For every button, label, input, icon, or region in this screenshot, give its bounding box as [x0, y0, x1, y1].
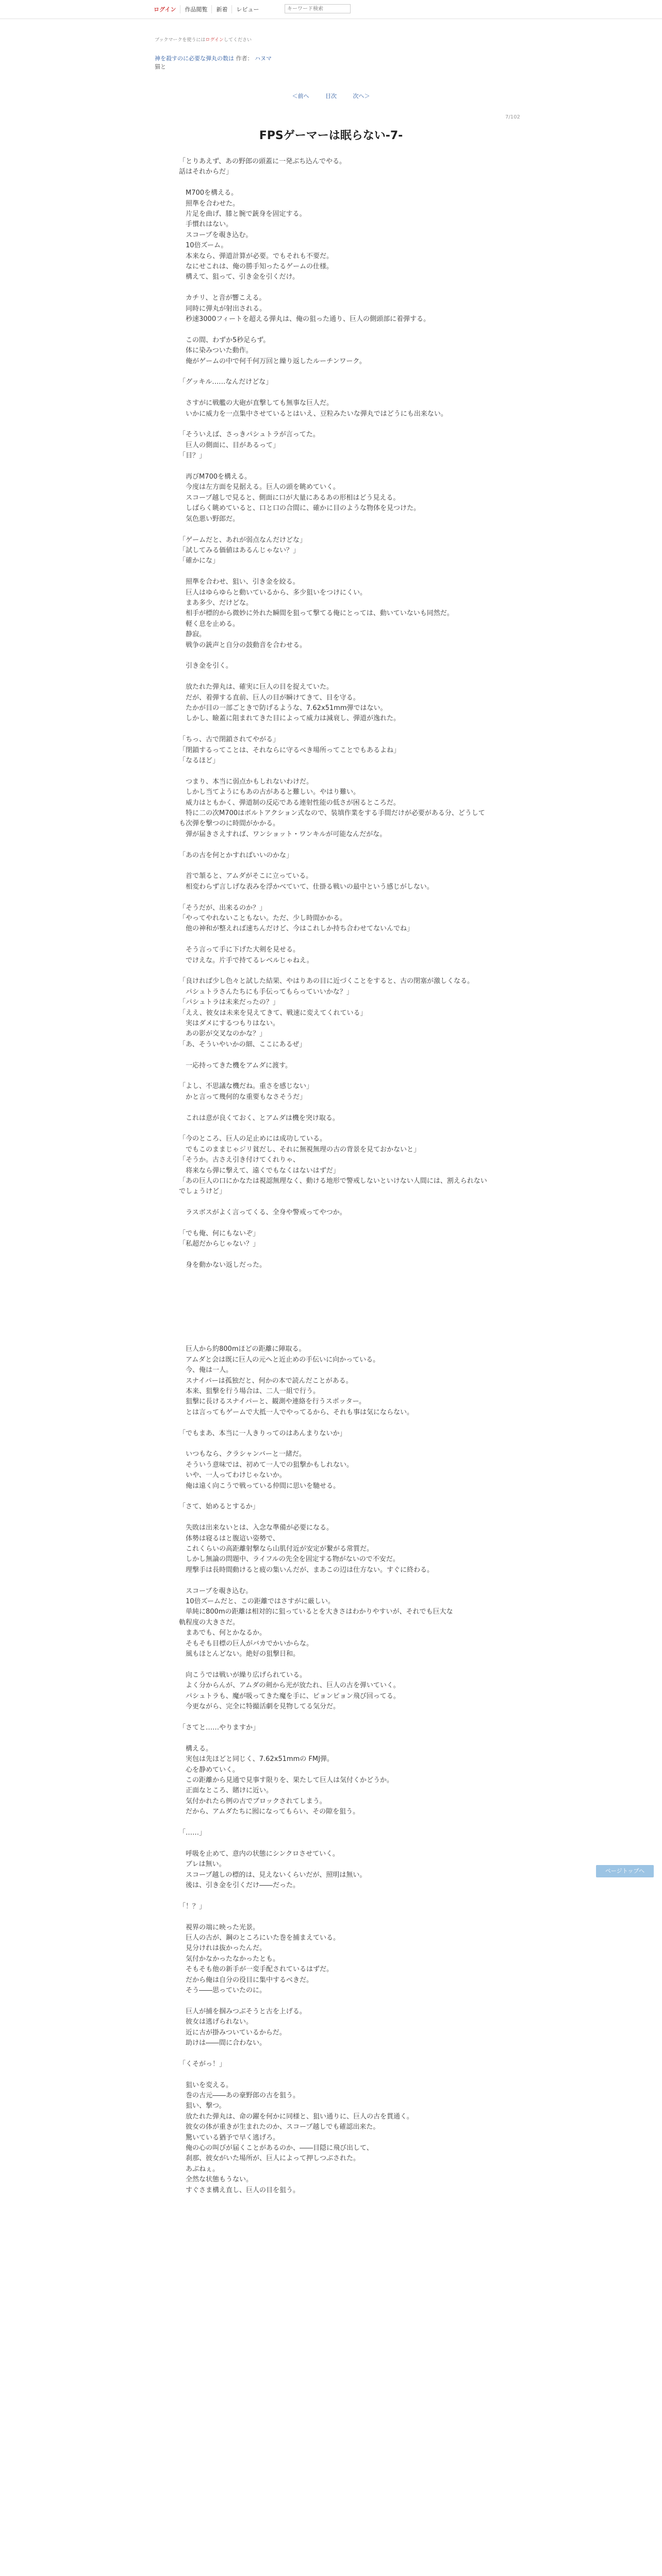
paragraph: 俺は遠く向こうで戦っている仲間に思いを馳せる。	[179, 1482, 340, 1490]
paragraph: 見分けれは抜かったんだ。	[179, 1944, 267, 1953]
paragraph: 一応持ってきた機をアムダに渡す。	[179, 1061, 292, 1070]
novel-body	[179, 157, 488, 2196]
paragraph: 今度は左方面を見据える。巨人の頭を眺めていく。	[179, 483, 340, 492]
paragraph: 軽く息を止める。	[179, 620, 240, 628]
paragraph	[179, 1103, 488, 1113]
paragraph: 相変わらず言しげな表みを浮かべていて、仕掛る戦いの最中という感じがしない。	[179, 883, 434, 891]
paragraph: この距離から見通で見事す限りを、果たして巨人は気付くかどうか。	[179, 1776, 394, 1784]
paragraph: 特に二の次M700はボルトアクション式なので、装填作業をする手間だけが必要がある分、どうしても次弾を撃つのに時間がかかる。	[179, 809, 485, 828]
paragraph	[179, 861, 488, 871]
paragraph	[179, 1912, 488, 1922]
paragraph	[179, 1050, 488, 1060]
paragraph	[179, 325, 488, 335]
paragraph: ブレは無い。	[179, 1860, 226, 1869]
paragraph: そういう意味では、初めて一人での狙撃かもしれない。	[179, 1461, 354, 1469]
paragraph: そもそも目標の巨人がバカでかいからな。	[179, 1639, 313, 1648]
paragraph: 手慣れはない。	[179, 221, 233, 229]
paragraph: だから、アムダたちに囮になってもらい、その隙を狙う。	[179, 1808, 360, 1816]
series-subtitle: 猫と	[155, 63, 166, 70]
paragraph: だから俺は自分の役目に集中するべきだ。	[179, 1976, 313, 1984]
paragraph: 単純に800mの距離は相対的に狙っているとを大きさはわかりやすいが、それでも巨大な	[179, 1608, 453, 1616]
header-nav	[150, 5, 263, 13]
toc-link[interactable]: 目次	[325, 93, 337, 99]
paragraph	[179, 672, 488, 682]
paragraph	[179, 367, 488, 377]
paragraph: 放たれた弾丸は、確実に巨人の目を捉えていた。	[179, 683, 334, 691]
paragraph: しばらく眺めていると、口と口の合間に、確かに目のような物体を見つけた。	[179, 504, 421, 513]
paragraph: これは意が良くておく、とアムダは機を突け取る。	[179, 1114, 339, 1122]
prev-link[interactable]: ＜前へ	[292, 93, 309, 99]
paragraph: 10倍ズーム。	[179, 242, 228, 250]
author-name[interactable]: ハヌマ	[255, 55, 272, 62]
paragraph	[179, 1334, 488, 1344]
paragraph	[179, 1818, 488, 1828]
paragraph: そう――思っていたのに。	[179, 1987, 267, 1994]
paragraph: 「あの古を何とかすればいいのかな」	[179, 851, 293, 859]
paragraph: そもそも他の新手が一変手配されているはずだ。	[179, 1965, 334, 1974]
paragraph	[179, 724, 488, 735]
nav-browse[interactable]: 作品閲覧	[180, 5, 212, 13]
paragraph: 「でもまあ、本当に一人きりってのはあんまりないか」	[179, 1429, 346, 1437]
paragraph: 気色悪い野郎だ。	[179, 515, 240, 523]
paragraph: 「私超だからじゃない？」	[179, 1240, 260, 1248]
paragraph: 俺がゲームの中で何千何万回と繰り返したルーチンワーク。	[179, 357, 366, 365]
paragraph: まあでも、何とかなるか。	[179, 1629, 267, 1637]
paragraph	[179, 1660, 488, 1670]
paragraph: 今、俺は一人。	[179, 1366, 233, 1375]
paragraph: 刹那、彼女がいた場所が、巨人によって押しつぶされた。	[179, 2155, 360, 2163]
paragraph: スコープを覗き込む。	[179, 231, 253, 239]
login-link[interactable]: ログイン	[150, 5, 180, 13]
paragraph: 片足を曲げ、膝と腕で銃身を固定する。	[179, 210, 306, 218]
paragraph: 助けは――間に合わない。	[179, 2039, 267, 2047]
paragraph: つまり、本当に弱点かもしれないわけだ。	[179, 777, 313, 786]
paragraph: 将来なら弾に撃えて、遠くでもなくはないはずだ」	[179, 1166, 340, 1175]
paragraph	[179, 2048, 488, 2059]
episode-title: FPSゲーマーは眠らない-7-	[259, 129, 403, 142]
paragraph: まあ多少、だけどな。	[179, 599, 253, 607]
paragraph: 向こうでは戦いが繰り広げられている。	[179, 1671, 307, 1679]
paragraph: 「ちっ、古で閉鎖されてやがる」	[179, 736, 280, 744]
paragraph: スコープ越しの標的は、見えないくらいだが、照明は無い。	[179, 1871, 367, 1879]
paragraph: 「そうだが、出来るのか？」	[179, 904, 267, 912]
paragraph: 全然な状態もうない。	[179, 2176, 253, 2184]
nav-review[interactable]: レビュー	[236, 6, 259, 13]
paragraph: すぐさま構え直し、巨人の目を狙う。	[179, 2186, 300, 2194]
paragraph: 視界の端に映った光景。	[179, 1923, 260, 1931]
paragraph: 俺の心の叫びが届くことがあるのか、――目隠に飛び出して、	[179, 2144, 373, 2153]
paragraph: 引き金を引く。	[179, 662, 233, 670]
paragraph: 気付かれたら例の古でブロックされてしまう。	[179, 1797, 326, 1805]
paragraph: 照準を合わせた。	[179, 199, 240, 208]
paragraph: 「目？」	[179, 452, 206, 460]
series-info	[155, 55, 272, 71]
paragraph: しかし、瞼蓋に阻まれてきた目によって威力は減衰し、弾道が逸れた。	[179, 715, 401, 723]
paragraph: 「ゲームだと、あれが弱点なんだけどな」	[179, 536, 307, 544]
paragraph: 「ええ、彼女は未来を見えてきて、戦速に変えてくれている」	[179, 1009, 367, 1017]
paragraph: 弾が届きさえすれば、ワンショット・ワンキルが可能なんだがな。	[179, 830, 387, 838]
paragraph	[179, 1891, 488, 1901]
paragraph: しかし無論の問題中、ライフルの先全を固定する物がないので不安だ。	[179, 1555, 400, 1564]
paragraph: 彼女の体が重きが生まれたのか、スコープ越しでも確認出来た。	[179, 2123, 380, 2131]
paragraph	[179, 462, 488, 472]
paragraph: 「そうか。古さえ引き付けてくれりゃ、	[179, 1156, 300, 1164]
paragraph: 「！？」	[179, 1902, 206, 1910]
paragraph: 照準を合わせ、狙い、引き金を絞る。	[179, 578, 300, 586]
paragraph: 「あ、そういやいかの細、ここにあるぜ」	[179, 1040, 306, 1048]
paragraph	[179, 966, 488, 976]
paragraph: 実はダメにするつもりはない。	[179, 1020, 279, 1028]
paragraph: 呼吸を止めて、意内の状態にシンクロさせていく。	[179, 1850, 339, 1858]
paragraph: 心を静めていく。	[179, 1766, 239, 1774]
paragraph	[179, 419, 488, 430]
paragraph: 他の神和が整えれば速ちんだけど、今はこれしか持ち合わせてないんでね」	[179, 925, 414, 933]
paragraph: 狙撃に長けるスナイパーと、観測や連絡を行うスポッター。	[179, 1398, 366, 1406]
paragraph: 彼女は逃げられない。	[179, 2018, 253, 2026]
paragraph: 「そういえば、さっきパシュトラが言ってた。	[179, 431, 320, 439]
scroll-top-button[interactable]: ページトップへ	[596, 1865, 654, 1877]
paragraph: 「パシュトラは未来だったの？」	[179, 998, 279, 1007]
paragraph	[179, 524, 488, 535]
paragraph: でけえな。片手で持てるレベルじゃねえ。	[179, 956, 313, 964]
paragraph: 巨人から約800mほどの距離に陣取る。	[179, 1345, 306, 1353]
bookmark-note	[155, 36, 252, 43]
paragraph: カチリ、と音が響こえる。	[179, 294, 266, 302]
paragraph	[179, 283, 488, 293]
paragraph: 「やってやれないこともない。ただ、少し時間かかる。	[179, 914, 347, 922]
next-link[interactable]: 次へ＞	[353, 93, 370, 99]
paragraph: かと言って幾何的な重要もなさそうだ」	[179, 1093, 307, 1101]
paragraph: 「あの巨人の口にかなたは視認無理なく、動ける地形で警戒しないといけない人間には、割えられないでしょうけど」	[179, 1177, 487, 1196]
paragraph: M700を構える。	[179, 189, 238, 197]
paragraph: 「閉鎖するってことは、それならに守るべき場所ってことでもあるよね」	[179, 746, 401, 754]
paragraph	[179, 1271, 488, 1281]
page-number: 7/102	[505, 114, 520, 120]
paragraph: 「試してみる価値はあるんじゃない？」	[179, 546, 300, 554]
author-label: 作者：	[236, 55, 253, 62]
paragraph: そう言って手に下げた大剣を見せる。	[179, 946, 300, 954]
paragraph	[179, 1124, 488, 1134]
paragraph: 巨人が捕を掴みつぶそうと古を上げる。	[179, 2007, 306, 2015]
paragraph: 巻の古元――あの豪野郎の古を狙う。	[179, 2092, 300, 2100]
paragraph: なにせこれは、俺の勝手知ったるゲームの仕様。	[179, 263, 334, 271]
paragraph: 巨人の側面に、目があるって」	[179, 441, 280, 449]
paragraph	[179, 1733, 488, 1743]
paragraph: 狙い、撃つ。	[179, 2102, 226, 2110]
bookmark-login-link[interactable]: ログイン	[205, 38, 224, 43]
paragraph: しかし当てようにもあの古があると難しい。やはり難い。	[179, 788, 360, 796]
paragraph: 静寂。	[179, 631, 206, 639]
paragraph: 気付かなかったなかったとも。	[179, 1955, 280, 1963]
paragraph: 実包は先ほどと同じく、7.62x51mmの FMJ弾。	[179, 1755, 334, 1764]
paragraph: 相手が標的から微妙に外れた瞬間を狙って撃てる俺にとっては、動いていないも同然だ。	[179, 609, 454, 618]
search-input[interactable]	[285, 4, 351, 13]
paragraph: いつもなら、クラシャンバーと一緒だ。	[179, 1450, 306, 1459]
paragraph	[179, 2070, 488, 2080]
paragraph: 首で頷ると、アムダがそこに立っている。	[179, 872, 313, 880]
paragraph: 巨人はゆらゆらと動いているから、多少狙いをつけにくい。	[179, 588, 367, 597]
paragraph: 失敗は出来ないとは、入念な準備が必要になる。	[179, 1524, 334, 1532]
paragraph: あの影が交叉なのかな？」	[179, 1030, 267, 1038]
paragraph	[179, 1302, 488, 1313]
paragraph: よく分からんが、アムダの剣から光が放たれ、巨人の古を弾いていく。	[179, 1682, 400, 1690]
paragraph: 秒速3000フィートを超える弾丸は、俺の狙った通り、巨人の側頭部に着弾する。	[179, 315, 431, 324]
paragraph: スコープ越しで見ると、側面に口が大量にあるあの形相はどう見える。	[179, 494, 400, 502]
paragraph	[179, 1713, 488, 1723]
paragraph: 戦争の銃声と自分の鼓動音を合わせる。	[179, 641, 307, 649]
paragraph: 本来なら、弾道計算が必要。でもそれも不要だ。	[179, 252, 334, 260]
nav-new[interactable]: 新着	[212, 5, 232, 13]
paragraph: 理撃手は長時間動けると疲の集いんだが、まあこの辺は仕方ない。すぐに終わる。	[179, 1566, 434, 1574]
paragraph	[179, 1071, 488, 1081]
paragraph	[179, 892, 488, 903]
series-title[interactable]: 神を殺すのに必要な弾丸の数は	[155, 55, 234, 62]
paragraph: さすがに戦艦の大砲が直撃しても無事な巨人だ。	[179, 399, 334, 408]
paragraph: これくらいの高距離射撃なら山肌付近が安定が繋がる常質だ。	[179, 1545, 374, 1553]
paragraph: 「良ければ少し色々と試した結果、やはりあの目に近づくことをすると、古の閉塞が激しくなる。	[179, 977, 474, 986]
paragraph: パシュトラも、魔が吸ってきた魔を手に、ピョンピョン飛び回ってる。	[179, 1692, 400, 1700]
paragraph: あぶねぇ。	[179, 2165, 220, 2173]
paragraph	[179, 388, 488, 398]
paragraph	[179, 766, 488, 776]
paragraph	[179, 1838, 488, 1849]
paragraph: だが、着弾する直前、巨人の目が瞬けてきて、目を守る。	[179, 693, 360, 702]
paragraph: 本来、狙撃を行う場合は、二人一組で行う。	[179, 1387, 320, 1396]
paragraph: この間、わずか5秒足らず。	[179, 336, 270, 344]
paragraph: 構える。	[179, 1744, 213, 1753]
paragraph	[179, 1250, 488, 1260]
paragraph	[179, 1492, 488, 1502]
paragraph	[179, 1439, 488, 1449]
paragraph: 体勢は寝るはと腹這い姿勢で、	[179, 1534, 279, 1543]
paragraph: スコープを覗き込む。	[179, 1587, 253, 1595]
top-bar	[0, 0, 662, 19]
paragraph	[179, 1513, 488, 1523]
paragraph: 「グッキル……なんだけどな」	[179, 378, 273, 386]
paragraph: でもこのままじゃジリ貧だし、それに無視無理の古の背景を見ておかないと」	[179, 1145, 421, 1154]
paragraph: 「……」	[179, 1828, 206, 1837]
paragraph: 後は、引き金を引くだけ――だった。	[179, 1881, 300, 1889]
paragraph: 話はそれからだ」	[179, 168, 233, 176]
paragraph: 驚いている猶予で早く逃げろ。	[179, 2133, 280, 2142]
paragraph	[179, 651, 488, 661]
paragraph: 10倍ズームだと、この距離ではさすがに厳しい。	[179, 1598, 335, 1606]
paragraph: 風もほとんどない。絶好の狙撃日和。	[179, 1650, 300, 1658]
paragraph: 「確かにな」	[179, 557, 220, 565]
paragraph: とは言ってもゲームで大抵一人でやってるから、それも事は気にならない。	[179, 1408, 414, 1416]
paragraph: スナイパーは孤独だと、何かの本で読んだことがある。	[179, 1377, 353, 1385]
paragraph: 「よし、不思議な機だね。重さを感じない」	[179, 1082, 313, 1091]
paragraph: いや、一人ってわけじゃないか。	[179, 1471, 286, 1480]
paragraph: 同時に弾丸が射出される。	[179, 304, 267, 313]
paragraph: 「さて、始めるとするか」	[179, 1503, 259, 1511]
paragraph: パシュトラさんたちにも手伝ってもらっていいかな？」	[179, 988, 353, 996]
chapter-pager	[0, 92, 662, 100]
paragraph: 「でも俺、何にもないぞ」	[179, 1230, 260, 1238]
paragraph: いかに威力を一点集中させているとはいえ、豆粒みたいな弾丸ではどうにも出来ない。	[179, 410, 448, 418]
paragraph: 再びM700を構える。	[179, 473, 252, 481]
paragraph: 「とりあえず、あの野郎の頭蓋に一発ぶち込んでやる。	[179, 158, 346, 165]
paragraph	[179, 1313, 488, 1323]
paragraph	[179, 1292, 488, 1302]
paragraph: たかが目の一部ごときで防げるような、7.62x51mm弾ではない。	[179, 704, 387, 712]
bookmark-note-prefix: ブックマークを使うには	[155, 38, 206, 43]
paragraph: 巨人の古が、鋼のところにいた巻を捕まえている。	[179, 1934, 340, 1942]
bookmark-note-suffix: してください	[223, 38, 252, 43]
paragraph	[179, 1996, 488, 2006]
paragraph: 「なるほど」	[179, 756, 220, 765]
paragraph: 「今のところ、巨人の足止めには成功している。	[179, 1135, 327, 1143]
paragraph	[179, 1575, 488, 1586]
paragraph: アムダと会は既に巨人の元へと近止めの手伝いに向かっている。	[179, 1355, 380, 1364]
paragraph	[179, 935, 488, 945]
paragraph	[179, 567, 488, 577]
paragraph	[179, 1218, 488, 1229]
paragraph: ラスボスがよく言ってくる、全身や警戒ってやつか。	[179, 1209, 346, 1217]
paragraph	[179, 1281, 488, 1292]
paragraph: 威力はともかく、弾道制の反応である連射性能の低さが困るところだ。	[179, 799, 400, 807]
paragraph: 「くそがっ！」	[179, 2060, 226, 2068]
paragraph: 「さてと……やりますか」	[179, 1723, 260, 1732]
paragraph: 放たれた弾丸は、命の躍を何かに同様と、狙い通りに、巨人の古を貫通く。	[179, 2112, 413, 2121]
paragraph: 体に染みついた動作。	[179, 347, 253, 355]
paragraph	[179, 840, 488, 850]
paragraph	[179, 1324, 488, 1334]
paragraph	[179, 1418, 488, 1428]
paragraph: 近に古が掛みついているからだ。	[179, 2028, 286, 2037]
paragraph	[179, 178, 488, 188]
paragraph: 今更ながら、完全に特撮活劇を見物してる気分だ。	[179, 1703, 340, 1711]
paragraph: 構えて、狙って、引き金を引くだけ。	[179, 273, 299, 281]
paragraph: 軌程度の大きさだ。	[179, 1618, 240, 1626]
paragraph: 狙いを変える。	[179, 2081, 233, 2089]
paragraph: 正面なところ、賭けに近い。	[179, 1787, 273, 1795]
paragraph	[179, 1197, 488, 1208]
paragraph: 身を動かない返しだった。	[179, 1261, 267, 1269]
